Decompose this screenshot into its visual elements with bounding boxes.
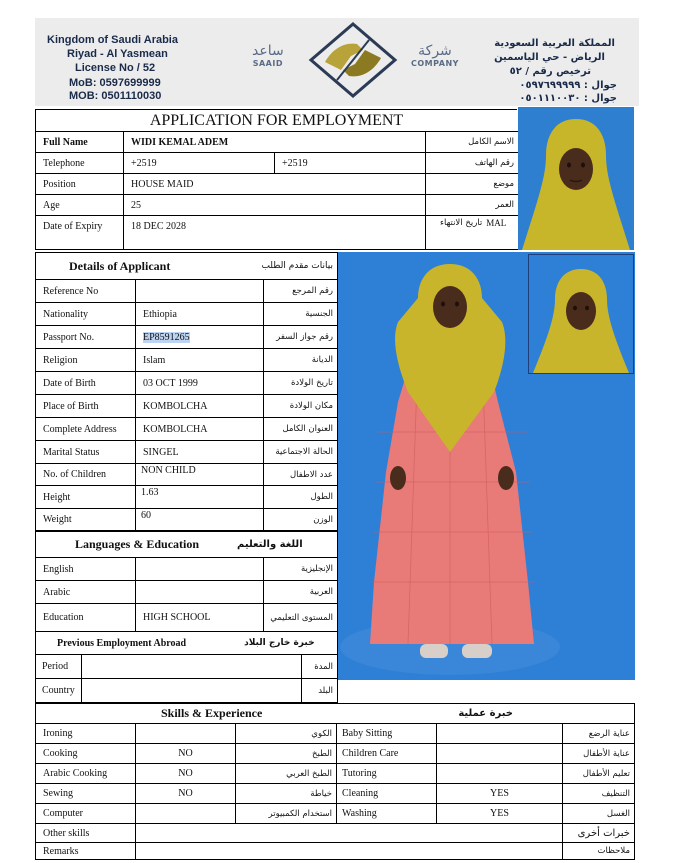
- telephone-value-1: +2519: [123, 152, 275, 174]
- previous-value: [81, 678, 302, 703]
- skill-label: Computer: [35, 803, 136, 824]
- previous-label: Period: [35, 654, 82, 679]
- full-name-ar: الاسم الكامل: [425, 131, 519, 153]
- position-value: HOUSE MAID: [123, 173, 426, 195]
- details-label: Passport No.: [35, 325, 136, 349]
- language-label: Education: [35, 603, 136, 632]
- person-portrait-icon: [518, 107, 634, 250]
- details-ar: عدد الاطفال: [263, 463, 338, 486]
- agency-header-banner: [35, 18, 639, 106]
- agency-license: License No / 52: [75, 62, 156, 74]
- details-label: Place of Birth: [35, 394, 136, 418]
- position-label: Position: [35, 173, 124, 195]
- telephone-value-2: +2519: [274, 152, 426, 174]
- details-title: Details of Applicant: [69, 258, 171, 273]
- remarks-ar: ملاحظات: [562, 842, 635, 860]
- details-label: Height: [35, 485, 136, 509]
- languages-title: Languages & Education: [75, 537, 200, 551]
- agency-city: Riyad - Al Yasmean: [67, 48, 168, 60]
- skill-value: [135, 723, 236, 744]
- language-label: English: [35, 557, 136, 581]
- skill-ar: الكوي: [235, 723, 337, 744]
- details-label: Date of Birth: [35, 371, 136, 395]
- expiry-ar-cell: [425, 215, 519, 250]
- details-ar: الجنسية: [263, 302, 338, 326]
- age-value: 25: [123, 194, 426, 216]
- brand-left: [252, 44, 284, 68]
- details-title-row: [35, 252, 338, 280]
- agency-mobile-2: MOB: 0501110030: [69, 90, 162, 102]
- language-value: [135, 580, 264, 604]
- expiry-ar: تاريخ الانتهاء: [440, 218, 483, 228]
- skill-value: [436, 763, 563, 784]
- details-ar: رقم المرجع: [263, 279, 338, 303]
- details-label: Marital Status: [35, 440, 136, 464]
- details-label: No. of Children: [35, 463, 136, 486]
- details-ar: الديانة: [263, 348, 338, 372]
- brand-ar-right: شركة: [418, 43, 452, 59]
- skill-value: NO: [135, 763, 236, 784]
- details-value: SINGEL: [135, 440, 264, 464]
- skills-title-row: [35, 703, 635, 724]
- previous-title: Previous Employment Abroad: [57, 637, 187, 649]
- position-ar: موضع: [425, 173, 519, 195]
- details-label: Religion: [35, 348, 136, 372]
- skills-title: Skills & Experience: [161, 706, 263, 720]
- agency-mobile-1: MoB: 0597699999: [69, 77, 161, 89]
- brand-en-left: SAAID: [252, 59, 283, 68]
- previous-label: Country: [35, 678, 82, 703]
- language-value: [135, 557, 264, 581]
- previous-ar: البلد: [301, 678, 338, 703]
- brand-en-right: COMPANY: [411, 59, 459, 68]
- details-ar: الطول: [263, 485, 338, 509]
- details-value: 03 OCT 1999: [135, 371, 264, 395]
- skill-ar: خياطة: [235, 783, 337, 804]
- expiry-label: Date of Expiry: [35, 215, 124, 250]
- language-ar: الإنجليزية: [263, 557, 338, 581]
- previous-value: [81, 654, 302, 679]
- agency-country-ar: المملكة العربية السعودية: [494, 38, 615, 49]
- details-value: Islam: [135, 348, 264, 372]
- remarks-label: Remarks: [35, 842, 136, 860]
- details-ar: تاريخ الولادة: [263, 371, 338, 395]
- details-value: Ethiopia: [135, 302, 264, 326]
- details-value: 1.63: [135, 485, 264, 509]
- skill-ar: استخدام الكمبيوتر: [235, 803, 337, 824]
- details-title-ar: بيانات مقدم الطلب: [261, 261, 333, 271]
- details-ar: العنوان الكامل: [263, 417, 338, 441]
- details-value: [135, 325, 264, 349]
- other-skills-ar: خبرات أخرى: [562, 823, 635, 843]
- skills-title-ar: خبرة عملية: [458, 708, 514, 719]
- age-label: Age: [35, 194, 124, 216]
- language-label: Arabic: [35, 580, 136, 604]
- skill-value: NO: [135, 743, 236, 764]
- details-value: NON CHILD: [135, 463, 264, 486]
- skill-ar: الطبخ العربي: [235, 763, 337, 784]
- skill-value: NO: [135, 783, 236, 804]
- skill-label: Tutoring: [336, 763, 437, 784]
- company-logo-icon: [307, 22, 399, 98]
- agency-mobile-2-ar: جوال : ٠٥٠١١١٠٠٣٠: [519, 93, 617, 104]
- applicant-photo-inset: [528, 254, 634, 374]
- telephone-ar: رقم الهاتف: [425, 152, 519, 174]
- skill-value: [135, 803, 236, 824]
- passport-number: EP8591265: [143, 331, 190, 343]
- skill-ar: تعليم الأطفال: [562, 763, 635, 784]
- applicant-photo-full-body: [338, 252, 635, 680]
- other-skills-value: [135, 823, 563, 843]
- brand-ar-left: ساعد: [252, 43, 284, 59]
- skill-ar: عناية الأطفال: [562, 743, 635, 764]
- details-label: Nationality: [35, 302, 136, 326]
- details-value: 60: [135, 508, 264, 531]
- skill-label: Washing: [336, 803, 437, 824]
- full-name-value: WIDI KEMAL ADEM: [123, 131, 426, 153]
- skill-ar: عناية الرضع: [562, 723, 635, 744]
- details-value: KOMBOLCHA: [135, 394, 264, 418]
- skill-value: YES: [436, 783, 563, 804]
- skill-value: YES: [436, 803, 563, 824]
- expiry-value: 18 DEC 2028: [123, 215, 426, 250]
- skill-ar: التنظيف: [562, 783, 635, 804]
- age-ar: العمر: [425, 194, 519, 216]
- skill-label: Children Care: [336, 743, 437, 764]
- applicant-photo-small-top: [518, 107, 634, 250]
- skill-value: [436, 743, 563, 764]
- language-value: HIGH SCHOOL: [135, 603, 264, 632]
- person-portrait-inset-icon: [529, 255, 633, 373]
- details-ar: مكان الولادة: [263, 394, 338, 418]
- remarks-value: [135, 842, 563, 860]
- skill-label: Ironing: [35, 723, 136, 744]
- skill-label: Cleaning: [336, 783, 437, 804]
- other-skills-label: Other skills: [35, 823, 136, 843]
- previous-title-ar: خبرة خارج البلاد: [244, 638, 315, 648]
- skill-label: Sewing: [35, 783, 136, 804]
- agency-country: Kingdom of Saudi Arabia: [47, 34, 178, 46]
- agency-mobile-1-ar: جوال : ٠٥٩٧٦٩٩٩٩٩: [519, 80, 617, 91]
- brand-right: [411, 44, 459, 68]
- language-ar: العربية: [263, 580, 338, 604]
- language-ar: المستوى التعليمي: [263, 603, 338, 632]
- agency-city-ar: الرياض - حي الياسمين: [494, 52, 605, 63]
- skill-label: Cooking: [35, 743, 136, 764]
- details-value: KOMBOLCHA: [135, 417, 264, 441]
- details-label: Complete Address: [35, 417, 136, 441]
- previous-title-row: [35, 631, 338, 655]
- page-title: APPLICATION FOR EMPLOYMENT: [35, 109, 517, 132]
- agency-license-ar: ترخيص رقم / ٥٢: [509, 66, 591, 77]
- details-ar: الحالة الاجتماعية: [263, 440, 338, 464]
- details-ar: رقم جواز السفر: [263, 325, 338, 349]
- details-label: Weight: [35, 508, 136, 531]
- previous-ar: المدة: [301, 654, 338, 679]
- skill-label: Arabic Cooking: [35, 763, 136, 784]
- languages-title-row: [35, 531, 338, 558]
- skill-ar: الغسل: [562, 803, 635, 824]
- full-name-label: Full Name: [35, 131, 124, 153]
- telephone-label: Telephone: [35, 152, 124, 174]
- skill-value: [436, 723, 563, 744]
- skill-label: Baby Sitting: [336, 723, 437, 744]
- languages-title-ar: اللغة والتعليم: [237, 539, 303, 550]
- details-ar: الوزن: [263, 508, 338, 531]
- expiry-suffix: MAL: [486, 218, 507, 228]
- details-value: [135, 279, 264, 303]
- details-label: Reference No: [35, 279, 136, 303]
- skill-ar: الطبخ: [235, 743, 337, 764]
